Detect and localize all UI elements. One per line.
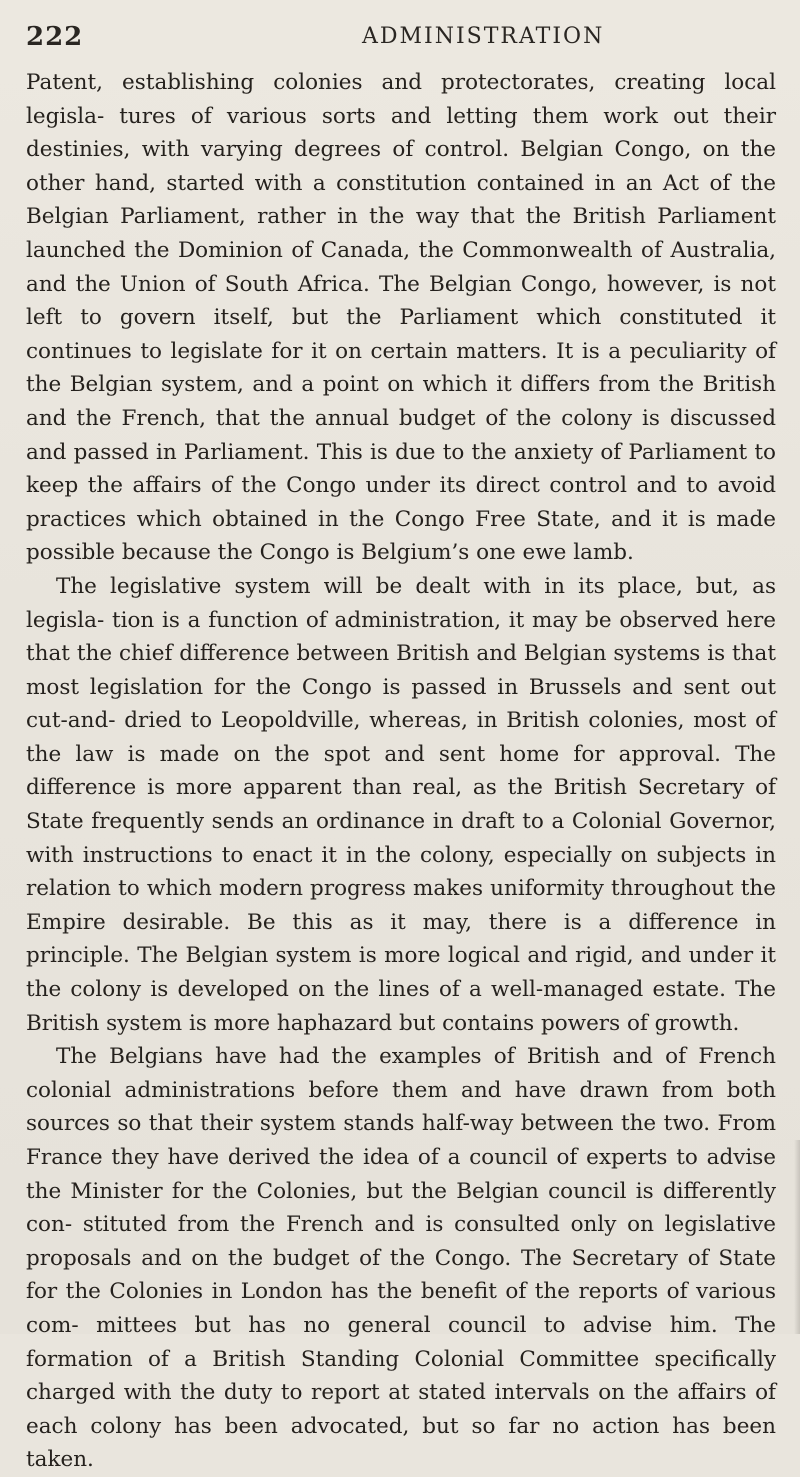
paragraph: The legislative system will be dealt with in its place, but, as legisla- tion is a function of administration, it may be observed here that the chief difference between British and Belgian systems is that most legislation for the Congo is passed in Brussels and sent out cut-and- dried to Leopoldville, whereas, in British colonies, most of the law is made on the spot and sent home for approval. The difference is more apparent than real, as the British Secretary of State frequently sends an ordinance in draft to a Colonial Governor, with instructions to enact it in the colony, especially on subjects in relation to which modern progress makes uniformity throughout the Empire desirable. Be this as it may, there is a difference in principle. The Belgian system is more logical and rigid, and under it the colony is developed on the lines of a well-managed estate. The British system is more haphazard but contains powers of growth. <box>26 573 776 1036</box>
page-header <box>22 22 778 58</box>
paragraph: Patent, establishing colonies and protectorates, creating local legisla- tures of various sorts and letting them work out their destinies, with varying degrees of control. Belgian Congo, on the other hand, started with a constitution contained in an Act of the Belgian Parliament, rather in the way that the British Parliament launched the Dominion of Canada, the Commonwealth of Australia, and the Union of South Africa. The Belgian Congo, however, is not left to govern itself, but the Parliament which constituted it continues to legislate for it on certain matters. It is a peculiarity of the Belgian system, and a point on which it differs from the British and the French, that the annual budget of the colony is discussed and passed in Parliament. This is due to the anxiety of Parliament to keep the affairs of the Congo under its direct control and to avoid practices which obtained in the Congo Free State, and it is made possible because the Congo is Belgium’s one ewe lamb. <box>26 70 776 566</box>
paragraph: The Belgians have had the examples of British and of French colonial administrations before them and have drawn from both sources so that their system stands half-way between the two. From France they have derived the idea of a council of experts to advise the Minister for the Colonies, but the Belgian council is differently con- stituted from the French and is consulted only on legislative proposals and on the budget of the Congo. The Secretary of State for the Colonies in London has the benefit of the reports of various com- mittees but has no general council to advise him. The formation of a British Standing Colonial Committee specifically charged with the duty to report at stated intervals on the affairs of each colony has been advocated, but so far no action has been taken. <box>26 1044 776 1473</box>
body-text <box>26 66 776 1477</box>
page-edge-shadow <box>794 1140 800 1334</box>
page-number: 222 <box>26 22 84 52</box>
running-head: ADMINISTRATION <box>362 24 605 49</box>
